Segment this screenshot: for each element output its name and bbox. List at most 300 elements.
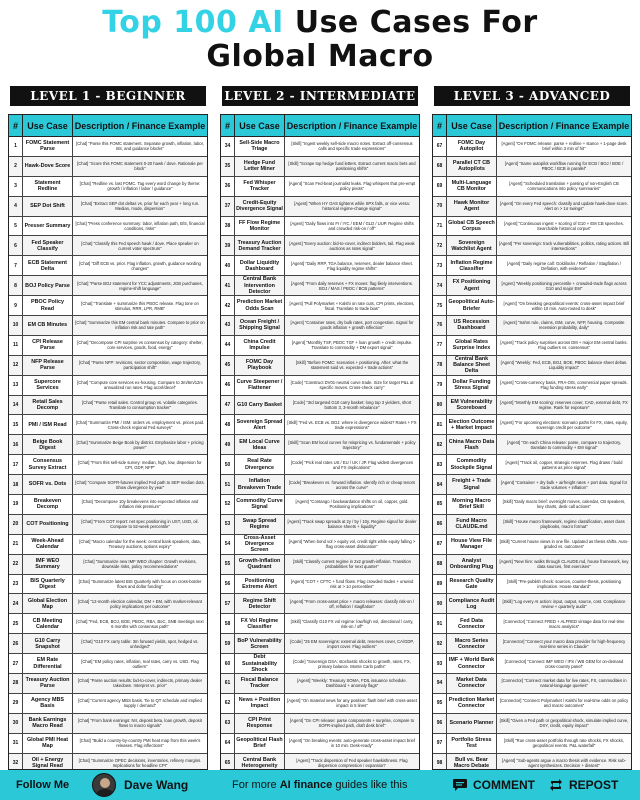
table-row [9, 137, 207, 157]
use-case-name: US Recession Dashboard [447, 316, 497, 335]
use-case-name: CB Meeting Calendar [23, 614, 73, 633]
table-row [221, 555, 419, 575]
row-number: 45 [221, 356, 235, 375]
use-case-description: [Agent] "Daily regime call: Goldilocks / Reflation / Stagflation / Deflation, with evidence" [507, 260, 621, 271]
use-case-name: SOFR vs. Dots [23, 475, 73, 494]
use-case-name: Bank Earnings Macro Read [23, 714, 73, 733]
table-body [9, 137, 207, 770]
table-row [221, 575, 419, 595]
table-row [221, 694, 419, 714]
use-case-description: [Chat] "Diff ECB vs. prior. Flag inflation, growth, guidance wording changes" [79, 260, 201, 271]
use-case-description: [Code] "Breakeven vs. forward inflation. Identify rich or cheap tenors across the curve" [288, 479, 416, 490]
more-pre: For more [232, 779, 280, 791]
table-row [9, 515, 207, 535]
table-row [433, 256, 631, 276]
use-case-description: [Agent] "Track policy surprises across DM + major EM central banks. Flag outliers vs. consensus" [500, 340, 628, 351]
author-name[interactable]: Dave Wang [124, 778, 189, 792]
use-case-name: IMF + World Bank Connector [447, 654, 497, 673]
use-case-description: [Agent] "On FOMC release: parse + redline + stance + 1-page desk brief within 3 min of hit" [501, 141, 627, 152]
use-case-name: EM CB Minutes [23, 316, 73, 335]
table-row [433, 336, 631, 356]
table-row [221, 654, 419, 674]
row-number: 75 [433, 296, 447, 315]
use-case-name: China Macro Data Flash [447, 435, 497, 454]
header-use-case: Use Case [235, 115, 285, 136]
row-number: 92 [433, 634, 447, 653]
use-case-description: [Chat] "Parse retail sales. Control group vs. volatile categories. Translate to consumption tracker" [82, 399, 198, 411]
row-number: 89 [433, 575, 447, 594]
table-row [221, 415, 419, 435]
row-number: 88 [433, 555, 447, 574]
more-guides-text [232, 779, 407, 791]
table-row [221, 535, 419, 555]
row-number: 30 [9, 714, 23, 733]
use-case-description: [Agent] "When bond vol > equity vol, credit tight while equity falling > flag cross-asset dislocation" [288, 539, 416, 550]
table-row [9, 177, 207, 197]
use-case-name: BoP Vulnerability Screen [235, 634, 285, 653]
use-case-name: Macro Series Connector [447, 634, 497, 653]
use-case-name: Central Bank Heterogeneity [235, 754, 285, 770]
table-row [221, 714, 419, 734]
row-number: 42 [221, 296, 235, 315]
title-line-2: Global Macro [206, 39, 434, 74]
use-case-name: Prediction Market Connector [447, 694, 497, 713]
use-case-description: [Agent] "Monthly TSF, PBOC TSF + loan growth + credit impulse. Translate to commodity + DM export signal" [291, 340, 413, 351]
table-row [221, 137, 419, 157]
use-case-description: [Chat] "Compute core services ex-housing. Compare to 3m/6m/12m annualized run rates. Flag accel/decel" [77, 380, 203, 391]
row-number: 69 [433, 177, 447, 196]
table-row [221, 495, 419, 515]
table-row [221, 376, 419, 396]
use-case-description: [Agent] "On material news for any position: flash brief with cross-asset impact in 5 lines" [287, 698, 417, 709]
use-case-name: FOMC Day Autopilot [447, 137, 497, 156]
row-number: 57 [221, 594, 235, 613]
use-case-description: [Agent] "Cross-currency basis, FRA-OIS, commercial paper spreads. Flag funding stress early" [500, 380, 628, 391]
use-case-name: FOMC Statement Parse [23, 137, 73, 156]
table-row [433, 634, 631, 654]
title-accent: Top 100 AI [102, 5, 284, 40]
row-number: 91 [433, 614, 447, 633]
table-row [433, 356, 631, 376]
use-case-name: Ocean Freight / Shipping Signal [235, 316, 285, 335]
use-case-name: FOMC Day Playbook [235, 356, 285, 375]
use-case-description: [Chat] "Summarize OPEC decisions, inventories, refinery margins. Implications for headline CPI" [78, 758, 202, 769]
use-case-name: FX Positioning Agent [447, 276, 497, 295]
table-row [221, 475, 419, 495]
level-2-table [220, 114, 420, 770]
row-number: 58 [221, 614, 235, 633]
use-case-description: [Chat] "Score this FOMC statement 0-20 hawk / dove. Rationale per block" [77, 161, 203, 172]
row-number: 70 [433, 197, 447, 216]
table-row [9, 654, 207, 674]
row-number: 6 [9, 236, 23, 255]
table-row [433, 415, 631, 435]
use-case-description: [Agent] "From daily reserves + FX moves: flag likely interventions. BOJ / MAS / PBOC / BCB patterns" [291, 280, 413, 291]
use-case-description: [Chat] "Translate + summarize this PBOC release. Flag tone on stimulus, RRR, LPR, RMB" [81, 300, 199, 311]
use-case-name: Debt Sustainability Shock [235, 654, 285, 673]
title-rest: Use Cases For [294, 5, 538, 40]
use-case-name: Statement Redline [23, 177, 73, 196]
use-case-description: [Skill] "House macro framework, regime classification, asset class playbooks, macro format" [503, 519, 625, 530]
table-row [221, 296, 419, 316]
use-case-name: Inflation Regime Classifier [447, 256, 497, 275]
use-case-name: Beige Book Digest [23, 435, 73, 454]
use-case-name: Presser Summary [23, 217, 73, 236]
use-case-description: [Connector] "Connect Polymarket / Kalshi for real-time odds on policy and macro outcomes" [499, 698, 629, 709]
use-case-description: [Agent] "On CPI release: parse components + surprise, compare to SOFR-implied path, draft desk brief" [289, 718, 415, 729]
more-bold: AI finance [279, 779, 333, 791]
row-number: 94 [433, 674, 447, 693]
table-row [9, 415, 207, 435]
table-row [221, 634, 419, 654]
table-row [9, 376, 207, 396]
comment-button[interactable] [452, 778, 535, 792]
use-case-name: Treasury Auction Demand Tracker [235, 236, 285, 255]
use-case-description: [Code] "3rd targeted G10 carry basket: long top 3 yielders, short bottom 3, 3-month rebalance" [292, 399, 412, 411]
table-row [221, 256, 419, 276]
row-number: 46 [221, 376, 235, 395]
table-row [221, 396, 419, 416]
table-row [221, 754, 419, 770]
table-row [9, 535, 207, 555]
use-case-description: [Agent] "On each China release: parse, compare to trajectory, translate to commodity + EM signal" [506, 439, 622, 450]
use-case-description: [Connector] "Connect your macro data provider for high-frequency real-time series in Claude" [502, 638, 626, 649]
use-case-name: BIS Quarterly Digest [23, 575, 73, 594]
level-3-tab: LEVEL 3 - ADVANCED [434, 86, 630, 106]
table-row [433, 714, 631, 734]
use-case-description: [Skill] "Ingest weekly sell-side macro notes. Extract off-consensus calls and specific trade expressions" [291, 141, 413, 152]
use-case-name: Dollar Liquidity Dashboard [235, 256, 285, 275]
use-case-description: [Chat] "Decompose CPI surprise vs consensus by category: shelter, core services, goods, food, energy" [77, 340, 203, 351]
table-row [433, 674, 631, 694]
use-case-description: [Chat] "Fed, ECB, BOJ, BOE, PBOC, RBA, BoC, SNB meetings next 6 months with consensus path" [76, 618, 204, 629]
row-number: 22 [9, 555, 23, 574]
table-row [9, 356, 207, 376]
row-number: 16 [9, 435, 23, 454]
row-number: 52 [221, 495, 235, 514]
use-case-name: Global Rates Surprise Index [447, 336, 497, 355]
table-row [433, 376, 631, 396]
page-title [0, 6, 640, 74]
row-number: 68 [433, 157, 447, 176]
use-case-name: SEP Dot Shift [23, 197, 73, 216]
use-case-description: [Skill] "Classify G10 FX vol regime: low/high vol, directional / carry, risk-on / off" [290, 618, 414, 629]
row-number: 98 [433, 754, 447, 770]
use-case-name: House View File Manager [447, 535, 497, 554]
row-number: 39 [221, 236, 235, 255]
table-row [221, 157, 419, 177]
use-case-name: Agency MBS Basis [23, 694, 73, 713]
use-case-name: Scenario Planner [447, 714, 497, 733]
row-number: 48 [221, 415, 235, 434]
use-case-description: [Agent] "Sahm rule, claims, ISM, curve, NFP, housing. Composite recession probability, daily" [503, 320, 625, 331]
table-row [9, 217, 207, 237]
use-case-description: [Chat] "Summarize latest BIS Quarterly with focus on cross-border flows and dollar funding" [78, 579, 202, 590]
use-case-description: [Chat] "Current agency MBS basis. Tie to QT schedule and implied supply / demand" [78, 698, 202, 709]
row-number: 82 [433, 435, 447, 454]
row-number: 38 [221, 217, 235, 236]
table-row [433, 236, 631, 256]
use-case-name: CPI Release Parse [23, 336, 73, 355]
use-case-description: [Agent] "Container + dry bulk + airfreight rates + port data. Signal for trade volumes + inflation" [500, 479, 628, 490]
use-case-name: EM Local Curve Ideas [235, 435, 285, 454]
use-case-description: [Agent] "Track swap spreads at 2y / 5y / 10y. Regime signal for dealer balance sheets + liquidity" [287, 519, 417, 530]
row-number: 2 [9, 157, 23, 176]
use-case-name: Election Outcome + Market Impact [447, 415, 497, 434]
table-row [9, 614, 207, 634]
row-number: 5 [9, 217, 23, 236]
use-case-name: Global CB Speech Corpus [447, 217, 497, 236]
use-case-description: [Agent] "Same autopilot workflow running for ECB / BOJ / BOE / PBOC / BCB in parallel" [504, 161, 624, 172]
table-row [433, 455, 631, 475]
use-case-description: [Chat] "Classify this Fed speech hawk / dove. Place speaker on current voter spectrum" [81, 240, 199, 251]
table-row [433, 435, 631, 455]
use-case-description: [Agent] "Continuous ingest + scoring of G10 + EM CB speeches. Searchable historical corpus" [504, 220, 624, 231]
use-case-name: Hawk-Dove Score [23, 157, 73, 176]
row-number: 53 [221, 515, 235, 534]
use-case-name: Credit-Equity Divergence Signal [235, 197, 285, 216]
table-row [221, 217, 419, 237]
table-header [9, 115, 207, 137]
row-number: 24 [9, 594, 23, 613]
table-row [433, 137, 631, 157]
use-case-description: [Chat] "G10 FX carry table: 3m forward yields, spot, hedged vs. unhedged" [81, 638, 199, 649]
comment-icon [452, 778, 468, 792]
row-number: 41 [221, 276, 235, 295]
table-row [9, 435, 207, 455]
use-case-description: [Chat] "EM policy rates, inflation, real rates, carry vs. USD. Flag outliers" [81, 658, 199, 669]
use-case-name: Prediction Market Odds Scan [235, 296, 285, 315]
use-case-name: COT Positioning [23, 515, 73, 534]
use-case-description: [Chat] "Decompose 10y breakevens into expected inflation and inflation risk premium" [81, 499, 199, 510]
row-number: 25 [9, 614, 23, 633]
row-number: 4 [9, 197, 23, 216]
table-row [221, 594, 419, 614]
use-case-name: NFP Release Parse [23, 356, 73, 375]
table-row [221, 336, 419, 356]
row-number: 73 [433, 256, 447, 275]
header-use-case: Use Case [23, 115, 73, 136]
use-case-name: IMF WEO Summary [23, 555, 73, 574]
use-case-name: Fiscal Balance Tracker [235, 674, 285, 693]
use-case-description: [Agent] "Daily RRP, TGA balance, reserves, dealer balance sheet. Flag liquidity regime shifts" [291, 260, 413, 271]
row-number: 97 [433, 734, 447, 753]
table-row [433, 555, 631, 575]
table-row [221, 356, 419, 376]
table-row [9, 694, 207, 714]
header-description: Description / Finance Example [74, 120, 206, 131]
use-case-name: Hawk Monitor Agent [447, 197, 497, 216]
use-case-name: Fed Data Connector [447, 614, 497, 633]
header-description: Description / Finance Example [498, 120, 630, 131]
use-case-description: [Agent] "Every auction: bid-to-cover, indirect bidders, tail. Flag weak auctions as rates signal" [289, 240, 415, 251]
row-number: 15 [9, 415, 23, 434]
use-case-name: News + Position Impact [235, 694, 285, 713]
row-number: 64 [221, 734, 235, 753]
use-case-description: [Skill] "Classify current regime in 2x2 growth-inflation. Transition probabilities for next quarter" [293, 559, 411, 570]
use-case-name: Central Bank Intervention Detector [235, 276, 285, 295]
use-case-name: Consensus Survey Extract [23, 455, 73, 474]
table-body [221, 137, 419, 770]
row-number: 71 [433, 217, 447, 236]
use-case-name: Swap Spread Regime [235, 515, 285, 534]
row-number: 95 [433, 694, 447, 713]
use-case-description: [Chat] "Parse auction results: bid-to-cover, indirects, primary dealer takedown. Interpret vs. prior" [77, 678, 203, 689]
use-case-description: [Chat] "From this sell-side survey: median, high, low, dispersion for CPI, GDP, NFP" [78, 459, 202, 470]
table-row [433, 157, 631, 177]
use-case-name: Sovereign Watchlist Agent [447, 236, 497, 255]
use-case-description: [Agent] "On breaking geopolitical events: cross-asset impact brief within 10 min. Auto-routed to desk" [503, 300, 625, 311]
row-number: 43 [221, 316, 235, 335]
table-row [221, 455, 419, 475]
use-case-description: [Agent] "Scan Fed-beat journalist leaks. Flag whispers that pre-empt policy pivots" [288, 181, 416, 192]
table-row [9, 296, 207, 316]
table-row [433, 495, 631, 515]
use-case-name: Bull vs. Bear Macro Debate [447, 754, 497, 770]
header-num: # [9, 115, 23, 136]
table-row [9, 495, 207, 515]
row-number: 90 [433, 594, 447, 613]
row-number: 55 [221, 555, 235, 574]
repost-label: REPOST [569, 778, 619, 792]
table-row [9, 236, 207, 256]
table-row [9, 634, 207, 654]
use-case-name: Curve Steepener / Flattener [235, 376, 285, 395]
use-case-name: Positioning Extreme Alert [235, 575, 285, 594]
table-header [433, 115, 631, 137]
row-number: 85 [433, 495, 447, 514]
use-case-name: G10 Carry Basket [235, 396, 285, 415]
table-row [9, 197, 207, 217]
use-case-description: [Chat] "Summarize this EM central bank minutes. Compare to prior on inflation risk and rate path" [75, 320, 205, 331]
use-case-name: Real Rate Divergence [235, 455, 285, 474]
use-case-description: [Skill] "Given a Fed path or geopolitical shock, simulate implied curve, DXY, credit, equity impact" [499, 718, 629, 729]
row-number: 8 [9, 276, 23, 295]
use-case-description: [Agent] "Weekly positioning percentile + crowded-trade flags across G10 and major EM" [501, 280, 627, 291]
table-row [433, 694, 631, 714]
table-row [433, 594, 631, 614]
row-number: 23 [9, 575, 23, 594]
footer-bar [0, 770, 640, 800]
use-case-name: Research Quality Gate [447, 575, 497, 594]
row-number: 79 [433, 376, 447, 395]
use-case-name: Global Election Map [23, 594, 73, 613]
use-case-description: [Chat] "From COT report: net spec positioning in UST, USD, oil. Compare to 52-week percentile" [81, 519, 199, 530]
use-case-name: Supercore Services [23, 376, 73, 395]
row-number: 76 [433, 316, 447, 335]
row-number: 83 [433, 455, 447, 474]
use-case-description: [Chat] "Press conference summary: labor, inflation path, B/S, financial conditions, risks" [75, 220, 205, 231]
use-case-description: [Agent] "Pull Polymarket + Kalshi on rate cuts, CPI prints, elections, fiscal. Translate to trade bias" [289, 300, 415, 311]
use-case-description: [Agent] "Container rates, dry bulk rates, port congestion. Signal for goods inflation + growth inflection" [290, 320, 414, 331]
use-case-name: Cross-Asset Divergence Screen [235, 535, 285, 554]
level-2-tab: LEVEL 2 - INTERMEDIATE [222, 86, 418, 106]
row-number: 28 [9, 674, 23, 693]
row-number: 37 [221, 197, 235, 216]
use-case-name: EM Vulnerability Scoreboard [447, 396, 497, 415]
use-case-name: G10 Carry Snapshot [23, 634, 73, 653]
row-number: 35 [221, 157, 235, 176]
table-row [433, 575, 631, 595]
use-case-name: Morning Macro Brief Skill [447, 495, 497, 514]
row-number: 13 [9, 376, 23, 395]
use-case-description: [Skill] "Pre-publish check: sources, counter-thesis, positioning implication. House standard" [507, 579, 621, 590]
use-case-description: [Agent] "Per sovereign: track vulnerabilities, politics, rating actions. Bill intersections" [499, 240, 629, 251]
use-case-description: [Chat] "Summarize PMI / ISM: orders vs. employment vs. prices paid. Cross-check regional Fed surveys" [75, 419, 205, 430]
use-case-name: Hedge Fund Letter Miner [235, 157, 285, 176]
use-case-description: [Agent] "When HY OAS tightens while SPX falls, or vice versa: historical regime-change signal" [294, 201, 410, 212]
use-case-description: [Chat] "Compare SOFR-futures implied Fed path to SEP median dots. Show divergence by year" [75, 479, 205, 490]
use-case-name: Multi-Language CB Monitor [447, 177, 497, 196]
row-number: 7 [9, 256, 23, 275]
more-post: guides like this [332, 779, 408, 791]
row-number: 74 [433, 276, 447, 295]
use-case-description: [Agent] "Contango / backwardation shifts on oil, copper, gold. Positioning implications" [295, 499, 409, 510]
use-case-description: [Agent] "COT + CFTC + fund flows. Flag crowded trades + unwind risk at > 1σ percentiles" [290, 579, 414, 590]
row-number: 86 [433, 515, 447, 534]
table-row [9, 455, 207, 475]
row-number: 26 [9, 634, 23, 653]
use-case-name: ECB Statement Delta [23, 256, 73, 275]
use-case-name: Week-Ahead Calendar [23, 535, 73, 554]
use-case-description: [Skill] "Log every AI action: input, output, source, cost. Compliance review + quarterly audit" [502, 598, 626, 609]
table-row [9, 594, 207, 614]
use-case-description: [Chat] "Summarize new IMF WEO chapter: Growth revisions, downside risks, policy recommendations" [83, 559, 197, 570]
table-row [433, 535, 631, 555]
use-case-name: EM Rate Differential [23, 654, 73, 673]
header-num: # [433, 115, 447, 136]
row-number: 27 [9, 654, 23, 673]
avatar[interactable] [92, 773, 116, 797]
row-number: 1 [9, 137, 23, 156]
header-use-case: Use Case [447, 115, 497, 136]
use-case-description: [Code] "Sovereign DSA: stochastic shocks to growth, rates, FX, primary balance. Monte Carlo paths" [293, 658, 411, 669]
row-number: 96 [433, 714, 447, 733]
use-case-description: [Agent] "Sub-agents argue a macro thesis with evidence. Risk sub-agent synthesizes. Decision + dissent" [502, 758, 626, 769]
table-row [9, 754, 207, 770]
table-row [9, 316, 207, 336]
use-case-description: [Chat] "Redline vs. last FOMC. Tag every word change by theme: growth / inflation / labor / guidance" [79, 181, 201, 192]
table-row [433, 754, 631, 770]
use-case-name: FF Flow Regime Monitor [235, 217, 285, 236]
repost-button[interactable] [548, 778, 618, 792]
row-number: 10 [9, 316, 23, 335]
use-case-name: Treasury Auction Parse [23, 674, 73, 693]
row-number: 78 [433, 356, 447, 375]
table-row [433, 475, 631, 495]
level-1-table [8, 114, 208, 770]
row-number: 62 [221, 694, 235, 713]
table-row [433, 296, 631, 316]
header-num: # [221, 115, 235, 136]
use-case-name: Retail Sales Decomp [23, 396, 73, 415]
table-row [9, 555, 207, 575]
use-case-description: [Agent] "New hire: walks through CLAUDE.md, house framework, key data sources, first exercises" [499, 559, 629, 570]
row-number: 21 [9, 535, 23, 554]
row-number: 47 [221, 396, 235, 415]
table-row [221, 236, 419, 256]
table-row [9, 575, 207, 595]
use-case-name: Oil + Energy Signal Read [23, 754, 73, 770]
row-number: 84 [433, 475, 447, 494]
use-case-description: [Code] "25 EM sovereigns: external debt, reserves cover, CA/GDP, import cover. Flag outliers" [290, 638, 414, 649]
use-case-description: [Skill] "Fed vs. ECB vs. BOJ: where is divergence widest? Rates + FX trade expressions" [287, 419, 417, 430]
use-case-description: [Chat] "Macro calendar for the week: central bank speakers, data, Treasury auctions, options expiry" [79, 539, 201, 550]
use-case-name: Parallel CT CB Autopilots [447, 157, 497, 176]
row-number: 29 [9, 694, 23, 713]
use-case-name: CPI Print Response [235, 714, 285, 733]
repost-icon [548, 778, 564, 792]
